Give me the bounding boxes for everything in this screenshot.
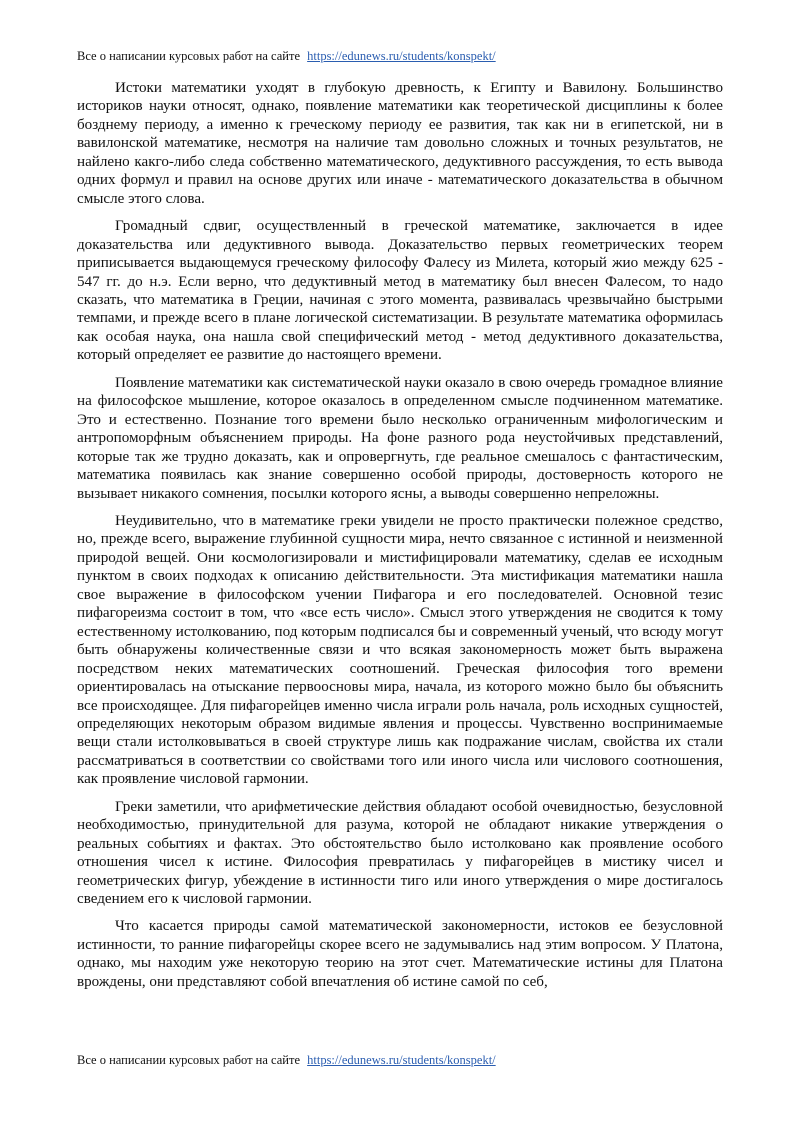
paragraph-3: Появление математики как систематической науки оказало в свою очередь громадное влияние на философское мышление, которое оказалось в определенном смысле подчиненном математике. Это и естественно. Познание того времени было несколько ограниченным мифологическим и антропоморфным объяснением природы. На фоне разного рода неустойчивых представлений, которые так же трудно доказать, как и опровергнуть, где реальное смешалось с фантастическим, математика появилась как знание совершенно особой природы, достоверность которого не вызывает никакого сомнения, посылки которого ясны, а выводы совершенно непреложны.	[77, 374, 723, 502]
document-body	[77, 79, 723, 1000]
paragraph-4: Неудивительно, что в математике греки увидели не просто практически полежное средство, но, прежде всего, выражение глубинной сущности мира, нечто связанное с истинной и неизменной природой вещей. Они космологизировали и мистифицировали математику, сделав ее исходным пунктом в своих подходах к описанию действительности. Эта мистификация математики нашла свое выражение в философском учении Пифагора и его последователей. Основной тезис пифагореизма состоит в том, что «все есть число». Смысл этого утверждения не сводится к тому естественному истолкованию, под которым подписался бы и современный ученый, что всюду могут быть обнаружены количественные связи и что всякая закономерность может быть выражена посредством неких математических соотношений. Греческая философия того времени ориентировалась на отыскание первоосновы мира, начала, из которого можно было бы объяснить все происходящее. Для пифагорейцев именно числа играли роль начала, роль исходных сущностей, определяющих некоторым образом видимые явления и процессы. Чувственно воспринимаемые вещи стали истолковываться в своей структуре лишь как подражание числам, свойства их стали рассматриваться в соответствии со свойствами того или иного числа или числового соотношения, как проявление числовой гармонии.	[77, 512, 723, 788]
footer-text: Все о написании курсовых работ на сайте	[77, 1053, 300, 1067]
header-text: Все о написании курсовых работ на сайте	[77, 49, 300, 63]
paragraph-2: Громадный сдвиг, осуществленный в греческой математике, заключается в идее доказательства или дедуктивного вывода. Доказательство первых геометрических теорем приписывается выдающемуся греческому философу Фалесу из Милета, который жио между 625 - 547 гг. до н.э. Если верно, что дедуктивный метод в математику был внесен Фалесом, то надо сказать, что математика в Греции, начиная с этого момента, развивалась чрезвычайно быстрыми темпами, и прежде всего в плане логической систематизации. В результате математика оформилась как особая наука, она нашла свой специфический метод - метод дедуктивного доказательства, который определяет ее развитие до настоящего времени.	[77, 218, 723, 364]
paragraph-6: Что касается природы самой математической закономерности, истоков ее безусловной истинности, то ранние пифагорейцы скорее всего не задумывались над этим вопросом. У Платона, однако, мы находим уже некоторую теорию на этот счет. Математические истины для Платона врождены, они представляют собой впечатления об истине самой по себ,	[77, 918, 723, 990]
page-footer	[77, 1052, 723, 1068]
page-header	[77, 48, 723, 64]
paragraph-1: Истоки математики уходят в глубокую древность, к Египту и Вавилону. Большинство историков науки относят, однако, появление математики как теоретической дисциплины к более бозднему периоду, а именно к греческому периоду ее развития, так как ни в египетской, ни в вавилонской математике, несмотря на наличие там довольно сложных и точных результатов, не найлено какго-либо следа собственно математического, дедуктивного рассуждения, то есть вывода одних формул и правил на основе других или иначе - математического доказательства в обычном смысле этого слова.	[77, 80, 723, 207]
footer-link[interactable]: https://edunews.ru/students/konspekt/	[307, 1053, 496, 1067]
paragraph-5: Греки заметили, что арифметические действия обладают особой очевидностью, безусловной необходимостью, принудительной для разума, которой не обладают никакие утверждения о реальных событиях и фактах. Это обстоятельство было истолковано как проявление особого отношения чисел к истине. Философия превратилась у пифагорейцев в мистику чисел и геометрических фигур, убеждение в истинности тиго или иного утверждения о мире достигалось сведением его к числовой гармонии.	[77, 798, 723, 908]
header-link[interactable]: https://edunews.ru/students/konspekt/	[307, 49, 496, 63]
